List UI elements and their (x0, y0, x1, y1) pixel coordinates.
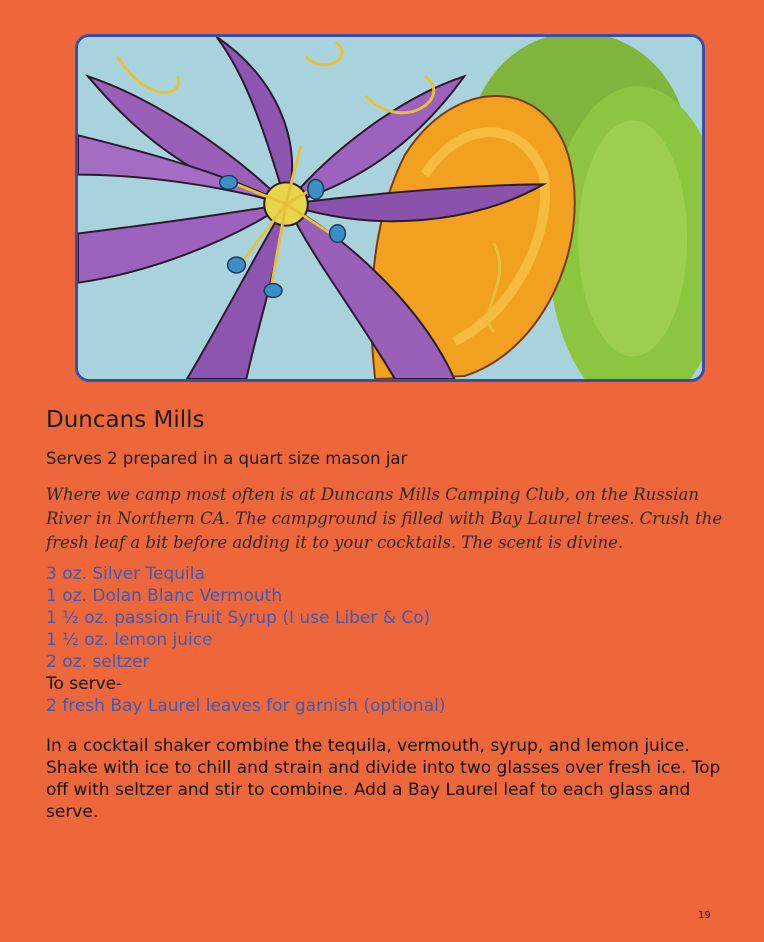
ingredient-item: 1 ½ oz. passion Fruit Syrup (I use Liber & Co) (46, 608, 431, 628)
ingredient-item: 2 oz. seltzer (46, 652, 150, 672)
ingredient-item: 1 oz. Dolan Blanc Vermouth (46, 586, 283, 606)
garnish-item: 2 fresh Bay Laurel leaves for garnish (optional) (46, 696, 446, 716)
page-number: 19 (698, 910, 711, 921)
recipe-title: Duncans Mills (46, 407, 205, 433)
ingredient-item: 3 oz. Silver Tequila (46, 564, 205, 584)
recipe-serves: Serves 2 prepared in a quart size mason jar (46, 449, 408, 468)
serve-label: To serve- (46, 674, 123, 694)
ingredient-item: 1 ½ oz. lemon juice (46, 630, 213, 650)
passion-flower-illustration (75, 34, 705, 382)
recipe-method: In a cocktail shaker combine the tequila, vermouth, syrup, and lemon juice. Shake with ice to chill and strain and divide into two glasses over fresh ice. Top off with seltzer and stir to combine. Add a Bay Laurel leaf to each glass and serve. (46, 736, 721, 822)
recipe-intro: Where we camp most often is at Duncans Mills Camping Club, on the Russian River in Northern CA. The campground is filled with Bay Laurel trees. Crush the fresh leaf a bit before adding it to your cocktails. The scent is divine. (46, 485, 723, 552)
ingredient-list (46, 563, 445, 717)
